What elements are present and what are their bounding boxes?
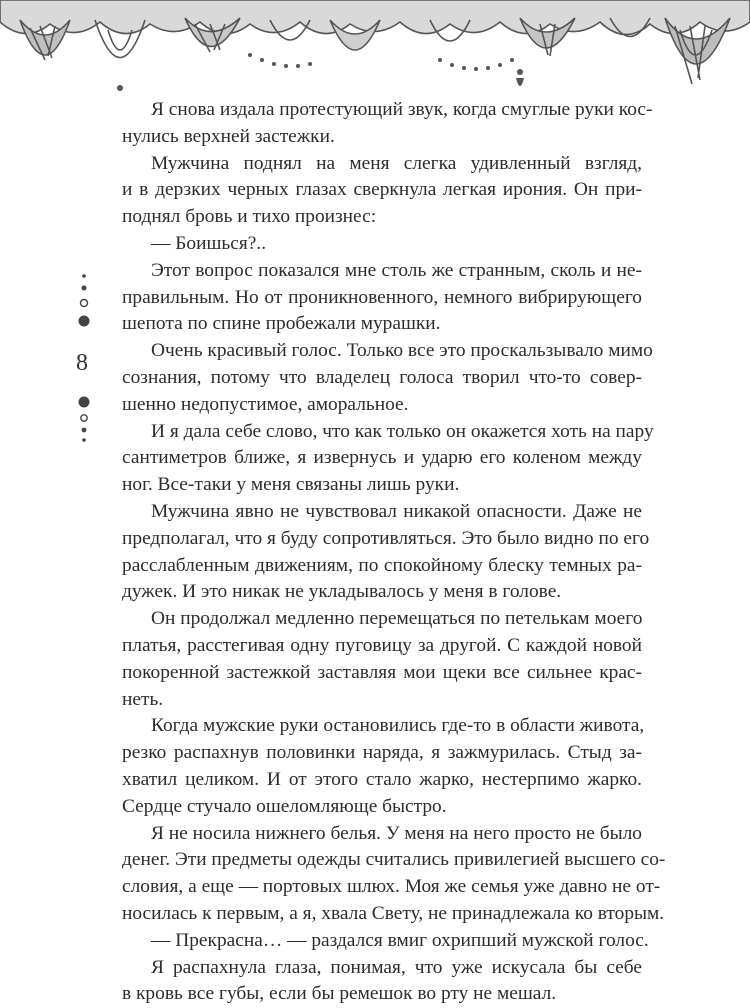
text-line: словия, а еще — портовых шлюх. Моя же семья уже давно не от- [122,876,661,898]
text-line: неть. [122,688,164,710]
text-line: дужек. И это никак не укладывалось у меня в голове. [122,581,562,603]
text-line: Сердце стучало ошеломляюще быстро. [122,795,447,817]
text-line: Очень красивый голос. Только все это проскальзывало мимо [151,340,653,362]
lace-ornament-icon [0,0,750,112]
text-line: Когда мужские руки остановились где-то в области живота, [151,715,645,737]
text-line: в кровь все губы, если бы ремешок во рту не мешал. [122,983,557,1005]
text-line: платья, расстегивая одну пуговицу за другой. С каждой новой [122,634,642,656]
text-line: предполагал, что я буду сопротивляться. Это было видно по его [122,527,650,549]
text-line: И я дала себе слово, что как только он окажется хоть на пару [151,420,654,442]
text-line: резко распахнув половинки наряда, я зажмурилась. Стыд за- [122,742,642,764]
text-line: Этот вопрос показался мне столь же странным, сколь и не- [151,259,642,281]
text-line: Я распахнула глаза, понимая, что уже искусала бы себе [151,956,642,978]
text-line: шенно недопустимое, аморальное. [122,393,409,415]
text-line: сантиметров ближе, я извернусь и ударю его коленом между [122,447,642,469]
text-line: денег. Эти предметы одежды считались привилегией высшего со- [122,849,666,871]
text-line: Мужчина поднял на меня слегка удивленный взгляд, [151,152,642,174]
text-line: нулись верхней застежки. [122,125,335,147]
text-line: ног. Все-таки у меня связаны лишь руки. [122,474,460,496]
text-line: хватил целиком. И от этого стало жарко, нестерпимо жарко. [122,768,642,790]
text-line: и в дерзких черных глазах сверкнула легкая ирония. Он при- [122,179,642,201]
text-line: расслабленным движениям, по спокойному блеску темных ра- [122,554,642,576]
text-line: правильным. Но от проникновенного, немного вибрирующего [122,286,642,308]
body-text [122,97,666,1008]
page-number: 8 [76,350,88,376]
text-line: Я снова издала протестующий звук, когда смуглые руки кос- [151,99,653,120]
text-line: шепота по спине пробежали мурашки. [122,313,441,335]
text-line: Он продолжал медленно перемещаться по петелькам моего [151,608,643,630]
text-line: покоренной застежкой заставляя мои щеки все сильнее крас- [122,661,642,683]
text-line: Я не носила нижнего белья. У меня на него просто не было [151,822,642,844]
text-line: носилась к первым, а я, хвала Свету, не принадлежала ко вторым. [122,902,665,924]
text-line: Мужчина явно не чувствовал никакой опасности. Даже не [151,500,642,522]
text-line: сознания, потому что владелец голоса творил что-то совер- [122,366,642,388]
text-line: — Боишься?.. [151,232,267,254]
text-line: поднял бровь и тихо произнес: [122,206,377,228]
text-line: — Прекрасна… — раздался вмиг охрипший мужской голос. [151,929,649,951]
